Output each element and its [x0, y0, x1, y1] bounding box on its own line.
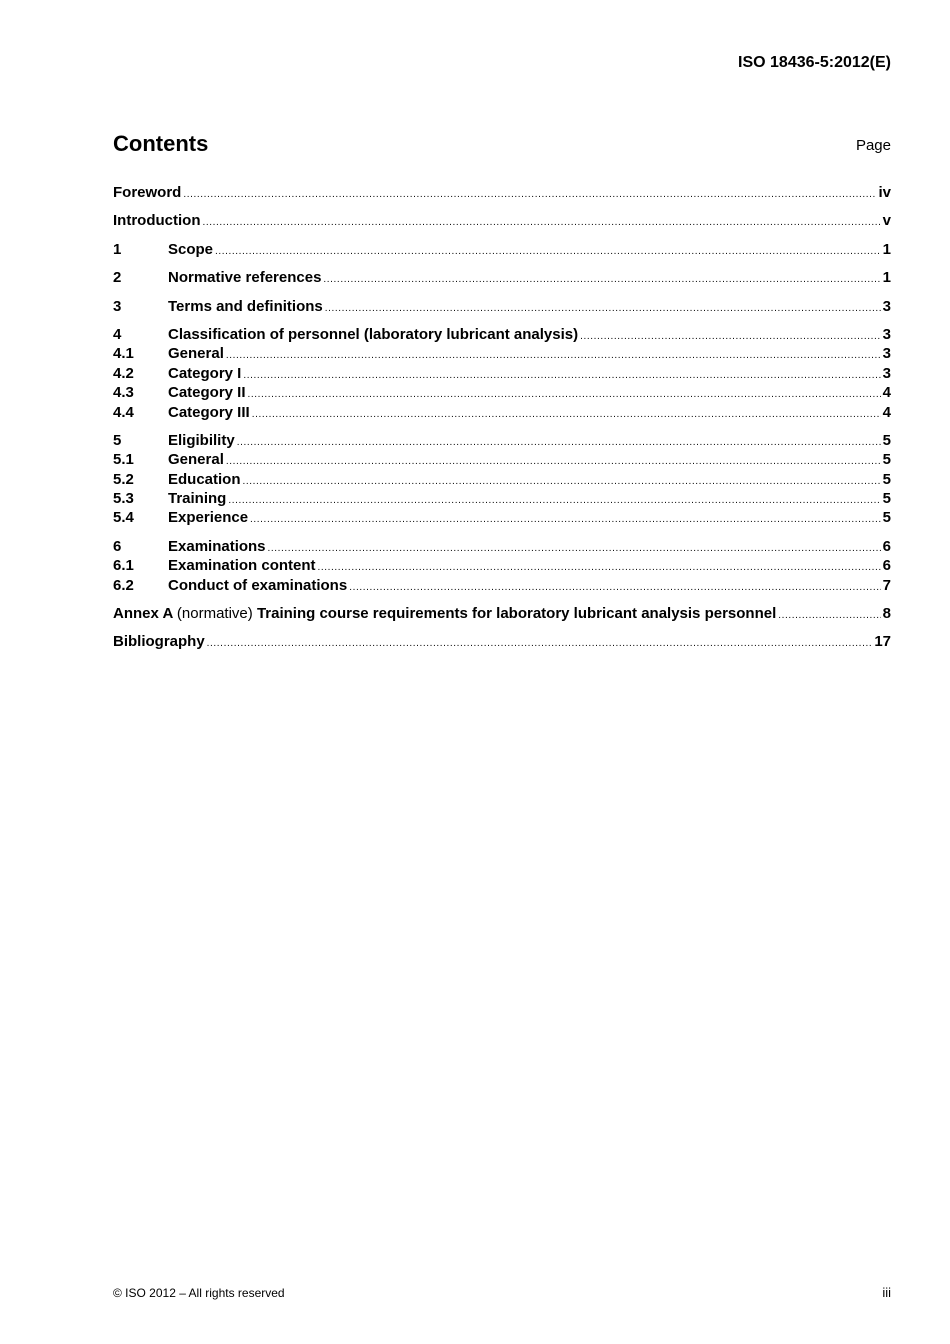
- toc-entry[interactable]: [113, 383, 891, 402]
- toc-entry-title: Conduct of examinations: [168, 576, 348, 594]
- dot-leader: [325, 299, 881, 318]
- toc-entry-page: 6: [882, 537, 891, 555]
- toc-group-foreword: [113, 183, 891, 202]
- toc-entry-page: 5: [882, 470, 891, 488]
- toc-entry-number: 5.1: [113, 451, 134, 469]
- dot-leader: [778, 606, 880, 625]
- toc-entry-page: 5: [882, 490, 891, 508]
- toc-entry-page: 5: [882, 509, 891, 527]
- toc-entry-number: 6: [113, 537, 122, 555]
- toc-entry-title: Examination content: [168, 557, 316, 575]
- toc-entry[interactable]: [113, 450, 891, 469]
- toc-entry-number: 5.4: [113, 509, 134, 527]
- toc-entry-title: Category II: [168, 384, 246, 402]
- toc-entry-title: Education: [168, 470, 241, 488]
- dot-leader: [248, 385, 881, 404]
- toc-entry-number: 4.2: [113, 364, 134, 382]
- dot-leader: [243, 366, 880, 385]
- toc-entry-page: 8: [882, 605, 891, 623]
- toc-group-3: [113, 297, 891, 316]
- toc-entry[interactable]: [113, 240, 891, 259]
- toc-entry[interactable]: [113, 268, 891, 287]
- toc-entry-page: 1: [882, 269, 891, 287]
- toc-entry-page: 5: [882, 431, 891, 449]
- toc-entry-title: Normative references: [168, 269, 322, 287]
- dot-leader: [226, 346, 881, 365]
- toc-entry[interactable]: [113, 489, 891, 508]
- toc-entry-number: 1: [113, 240, 122, 258]
- toc-entry-title: Terms and definitions: [168, 297, 323, 315]
- dot-leader: [323, 270, 880, 289]
- toc-entry[interactable]: [113, 364, 891, 383]
- toc-group-5: [113, 431, 891, 528]
- toc-entry-title: Category III: [168, 403, 250, 421]
- toc-entry[interactable]: [113, 576, 891, 595]
- toc-entry[interactable]: [113, 325, 891, 344]
- page-column-label: Page: [855, 137, 891, 154]
- toc-entry-page: 7: [882, 576, 891, 594]
- annex-type: (normative): [176, 605, 253, 623]
- toc-group-introduction: [113, 211, 891, 230]
- toc-group-2: [113, 268, 891, 287]
- dot-leader: [580, 327, 881, 346]
- toc-entry-page: 4: [882, 403, 891, 421]
- toc-entry[interactable]: [113, 537, 891, 556]
- annex-title: Training course requirements for laboratory lubricant analysis personnel: [256, 605, 777, 623]
- copyright-notice: © ISO 2012 – All rights reserved: [113, 1286, 285, 1300]
- toc-entry-number: 5: [113, 431, 122, 449]
- dot-leader: [183, 185, 876, 204]
- toc-entry-title: General: [168, 451, 224, 469]
- toc-entry[interactable]: [113, 183, 891, 202]
- dot-leader: [202, 213, 880, 232]
- toc-entry-number: 3: [113, 297, 122, 315]
- dot-leader: [237, 433, 881, 452]
- toc-entry-number: 5.3: [113, 490, 134, 508]
- toc-entry-title: Introduction: [113, 212, 201, 230]
- contents-heading: [113, 131, 891, 159]
- page-title: Contents: [113, 131, 209, 156]
- toc-entry-title: Bibliography: [113, 633, 205, 651]
- dot-leader: [243, 472, 881, 491]
- toc-entry[interactable]: [113, 470, 891, 489]
- toc-entry-title: [113, 604, 776, 623]
- toc-entry-annex[interactable]: [113, 604, 891, 623]
- toc-entry[interactable]: [113, 632, 891, 651]
- page-number: iii: [882, 1285, 891, 1300]
- toc-entry-title: Classification of personnel (laboratory lubricant analysis): [168, 325, 579, 343]
- toc-entry[interactable]: [113, 556, 891, 575]
- dot-leader: [349, 578, 880, 597]
- toc-entry-number: 6.1: [113, 557, 134, 575]
- dot-leader: [207, 634, 873, 653]
- toc-entry-page: 3: [882, 297, 891, 315]
- toc-entry[interactable]: [113, 403, 891, 422]
- toc-entry-page: 4: [882, 384, 891, 402]
- dot-leader: [250, 510, 881, 529]
- table-of-contents: [113, 183, 891, 661]
- toc-group-1: [113, 240, 891, 259]
- toc-entry-title: Experience: [168, 509, 249, 527]
- toc-group-bibliography: [113, 632, 891, 651]
- toc-group-6: [113, 537, 891, 595]
- toc-entry-title: Training: [168, 490, 227, 508]
- dot-leader: [318, 558, 881, 577]
- toc-group-annex-a: [113, 604, 891, 623]
- toc-entry-page: v: [882, 212, 891, 230]
- toc-entry-page: 3: [882, 364, 891, 382]
- dot-leader: [215, 242, 881, 261]
- toc-entry-title: Examinations: [168, 537, 266, 555]
- annex-label: Annex A: [113, 605, 173, 623]
- toc-entry-title: Category I: [168, 364, 242, 382]
- toc-entry-page: 1: [882, 240, 891, 258]
- toc-entry-page: 6: [882, 557, 891, 575]
- toc-entry-number: 6.2: [113, 576, 134, 594]
- toc-entry-page: iv: [878, 184, 891, 201]
- toc-entry-page: 17: [874, 633, 891, 651]
- toc-entry[interactable]: [113, 431, 891, 450]
- toc-entry-page: 5: [882, 451, 891, 469]
- document-id: ISO 18436-5:2012(E): [738, 54, 891, 71]
- toc-entry-number: 5.2: [113, 470, 134, 488]
- toc-entry-title: Eligibility: [168, 431, 235, 449]
- toc-entry-title: Scope: [168, 240, 214, 258]
- toc-entry-number: 4.4: [113, 403, 134, 421]
- toc-entry[interactable]: [113, 297, 891, 316]
- toc-entry-number: 4: [113, 325, 122, 343]
- toc-entry-title: General: [168, 345, 224, 363]
- dot-leader: [228, 491, 880, 510]
- dot-leader: [226, 452, 881, 471]
- toc-entry-page: 3: [882, 345, 891, 363]
- toc-entry-page: 3: [882, 325, 891, 343]
- toc-entry[interactable]: [113, 344, 891, 363]
- dot-leader: [268, 539, 881, 558]
- toc-group-4: [113, 325, 891, 422]
- toc-entry-number: 2: [113, 269, 122, 287]
- toc-entry-number: 4.1: [113, 345, 134, 363]
- toc-entry-title: Foreword: [113, 184, 182, 201]
- toc-entry-number: 4.3: [113, 384, 134, 402]
- dot-leader: [252, 405, 881, 424]
- toc-entry[interactable]: [113, 508, 891, 527]
- toc-entry[interactable]: [113, 211, 891, 230]
